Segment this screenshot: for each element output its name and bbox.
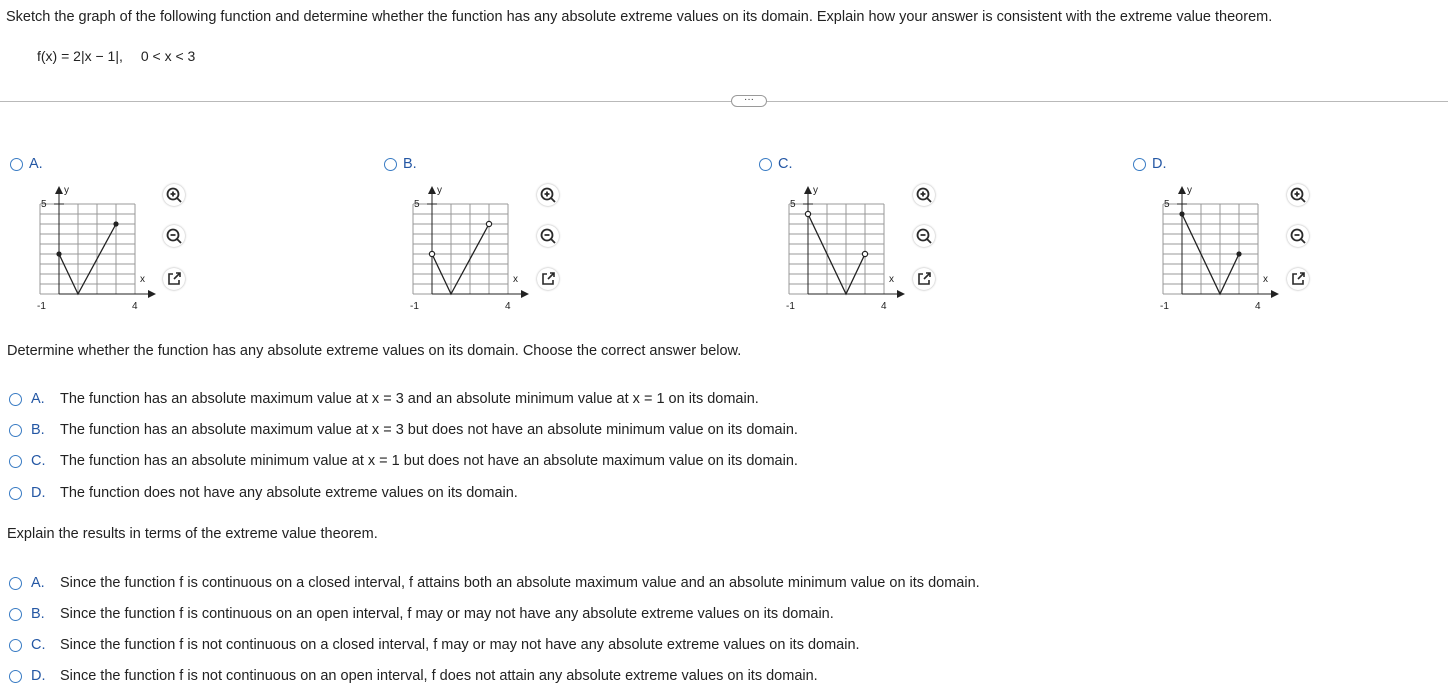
- graph-option-b[interactable]: [384, 156, 417, 172]
- graph-a-x-max-tick: 4: [132, 301, 138, 312]
- answer-1-option-d-radio[interactable]: [9, 487, 22, 500]
- graph-option-a-letter: A.: [29, 156, 43, 173]
- graph-d-left-endpoint: [1179, 211, 1184, 216]
- external-link-icon: [913, 268, 935, 290]
- answer-2-option-c-letter: C.: [31, 637, 46, 654]
- graph-a-zoom-in-button[interactable]: [163, 184, 185, 206]
- zoom-in-icon: [537, 184, 559, 206]
- graph-a-x-label: x: [140, 274, 145, 285]
- graph-b-x-label: x: [513, 274, 518, 285]
- question-1-text: Determine whether the function has any absolute extreme values on its domain. Choose the correct answer below.: [7, 343, 742, 359]
- answer-2-option-b[interactable]: [9, 606, 834, 622]
- graph-d-popout-button[interactable]: [1287, 268, 1309, 290]
- graph-d-x-label: x: [1263, 274, 1268, 285]
- graph-option-c[interactable]: [759, 156, 793, 172]
- graph-c-y-tick: 5: [790, 199, 796, 210]
- problem-prompt: Sketch the graph of the following function and determine whether the function has any absolute extreme values on its domain. Explain how your answer is consistent with the extreme value theorem.: [6, 9, 1273, 25]
- graph-a: [30, 182, 160, 317]
- external-link-icon: [163, 268, 185, 290]
- graph-d-zoom-out-button[interactable]: [1287, 225, 1309, 247]
- graph-b-zoom-in-button[interactable]: [537, 184, 559, 206]
- graph-a-y-tick: 5: [41, 199, 47, 210]
- graph-b-right-endpoint: [486, 221, 491, 226]
- graph-c-right-endpoint: [862, 251, 867, 256]
- answer-2-option-c-text[interactable]: Since the function f is not continuous on a closed interval, f may or may not have any absolute extreme values on its domain.: [60, 637, 860, 654]
- graph-d-x-min-tick: -1: [1160, 301, 1169, 312]
- answer-2-option-a-letter: A.: [31, 575, 45, 592]
- answer-1-option-c[interactable]: [9, 453, 798, 469]
- answer-2-option-d-text[interactable]: Since the function f is not continuous on an open interval, f does not attain any absolute extreme values on its domain.: [60, 668, 818, 685]
- graph-b-zoom-out-button[interactable]: [537, 225, 559, 247]
- answer-1-option-c-radio[interactable]: [9, 455, 22, 468]
- graph-option-c-letter: C.: [778, 156, 793, 173]
- graph-a-x-min-tick: -1: [37, 301, 46, 312]
- graph-d: [1153, 182, 1283, 317]
- answer-2-option-b-text[interactable]: Since the function f is continuous on an open interval, f may or may not have any absolute extreme values on its domain.: [60, 606, 834, 623]
- answer-2-option-d[interactable]: [9, 668, 818, 684]
- answer-1-option-a-letter: A.: [31, 391, 45, 408]
- graph-c-zoom-in-button[interactable]: [913, 184, 935, 206]
- answer-1-option-d[interactable]: [9, 485, 518, 501]
- graph-option-b-letter: B.: [403, 156, 417, 173]
- zoom-in-icon: [1287, 184, 1309, 206]
- graph-b-x-min-tick: -1: [410, 301, 419, 312]
- external-link-icon: [1287, 268, 1309, 290]
- graph-option-c-radio[interactable]: [759, 158, 772, 171]
- graph-b-popout-button[interactable]: [537, 268, 559, 290]
- answer-1-option-b-radio[interactable]: [9, 424, 22, 437]
- graph-option-a-radio[interactable]: [10, 158, 23, 171]
- answer-2-option-a[interactable]: [9, 575, 980, 591]
- answer-1-option-a-radio[interactable]: [9, 393, 22, 406]
- zoom-in-icon: [163, 184, 185, 206]
- answer-1-option-c-letter: C.: [31, 453, 46, 470]
- answer-2-option-a-radio[interactable]: [9, 577, 22, 590]
- answer-2-option-b-radio[interactable]: [9, 608, 22, 621]
- graph-option-d-letter: D.: [1152, 156, 1167, 173]
- graph-c-x-max-tick: 4: [881, 301, 887, 312]
- graph-b-left-endpoint: [429, 251, 434, 256]
- section-divider: [0, 101, 1448, 102]
- answer-1-option-a[interactable]: [9, 391, 759, 407]
- graph-a-y-label: y: [64, 185, 69, 196]
- graph-d-x-max-tick: 4: [1255, 301, 1261, 312]
- zoom-out-icon: [537, 225, 559, 247]
- graph-c-y-label: y: [813, 185, 818, 196]
- graph-c: [779, 182, 909, 317]
- graph-option-d[interactable]: [1133, 156, 1167, 172]
- more-button[interactable]: ···: [731, 95, 767, 107]
- answer-1-option-c-text[interactable]: The function has an absolute minimum value at x = 1 but does not have an absolute maximum value on its domain.: [60, 453, 798, 470]
- answer-1-option-b-text[interactable]: The function has an absolute maximum value at x = 3 but does not have an absolute minimum value on its domain.: [60, 422, 798, 439]
- graph-d-zoom-in-button[interactable]: [1287, 184, 1309, 206]
- graph-b-x-max-tick: 4: [505, 301, 511, 312]
- zoom-out-icon: [163, 225, 185, 247]
- graph-d-y-tick: 5: [1164, 199, 1170, 210]
- graph-b-y-label: y: [437, 185, 442, 196]
- external-link-icon: [537, 268, 559, 290]
- graph-c-x-min-tick: -1: [786, 301, 795, 312]
- zoom-out-icon: [1287, 225, 1309, 247]
- graph-a-zoom-out-button[interactable]: [163, 225, 185, 247]
- function-domain: 0 < x < 3: [140, 48, 196, 64]
- graph-option-d-radio[interactable]: [1133, 158, 1146, 171]
- answer-2-option-a-text[interactable]: Since the function f is continuous on a closed interval, f attains both an absolute maximum value and an absolute minimum value on its domain.: [60, 575, 980, 592]
- graph-option-a[interactable]: [10, 156, 43, 172]
- question-2-text: Explain the results in terms of the extreme value theorem.: [7, 526, 378, 542]
- graph-c-left-endpoint: [805, 211, 810, 216]
- answer-2-option-c-radio[interactable]: [9, 639, 22, 652]
- graph-a-popout-button[interactable]: [163, 268, 185, 290]
- answer-1-option-b[interactable]: [9, 422, 798, 438]
- graph-d-right-endpoint: [1236, 251, 1241, 256]
- answer-1-option-a-text[interactable]: The function has an absolute maximum value at x = 3 and an absolute minimum value at x = 1 on its domain.: [60, 391, 759, 408]
- graph-option-b-radio[interactable]: [384, 158, 397, 171]
- answer-2-option-d-letter: D.: [31, 668, 46, 685]
- graph-c-popout-button[interactable]: [913, 268, 935, 290]
- answer-1-option-d-letter: D.: [31, 485, 46, 502]
- graph-a-right-endpoint: [113, 221, 118, 226]
- answer-1-option-d-text[interactable]: The function does not have any absolute extreme values on its domain.: [60, 485, 518, 502]
- answer-2-option-c[interactable]: [9, 637, 860, 653]
- answer-2-option-b-letter: B.: [31, 606, 45, 623]
- zoom-out-icon: [913, 225, 935, 247]
- graph-b: [403, 182, 533, 317]
- answer-2-option-d-radio[interactable]: [9, 670, 22, 683]
- function-formula: f(x) = 2|x − 1|,: [37, 48, 123, 64]
- graph-c-x-label: x: [889, 274, 894, 285]
- answer-1-option-b-letter: B.: [31, 422, 45, 439]
- graph-c-zoom-out-button[interactable]: [913, 225, 935, 247]
- graph-d-y-label: y: [1187, 185, 1192, 196]
- graph-b-y-tick: 5: [414, 199, 420, 210]
- function-definition: [37, 48, 195, 64]
- zoom-in-icon: [913, 184, 935, 206]
- graph-a-left-endpoint: [56, 251, 61, 256]
